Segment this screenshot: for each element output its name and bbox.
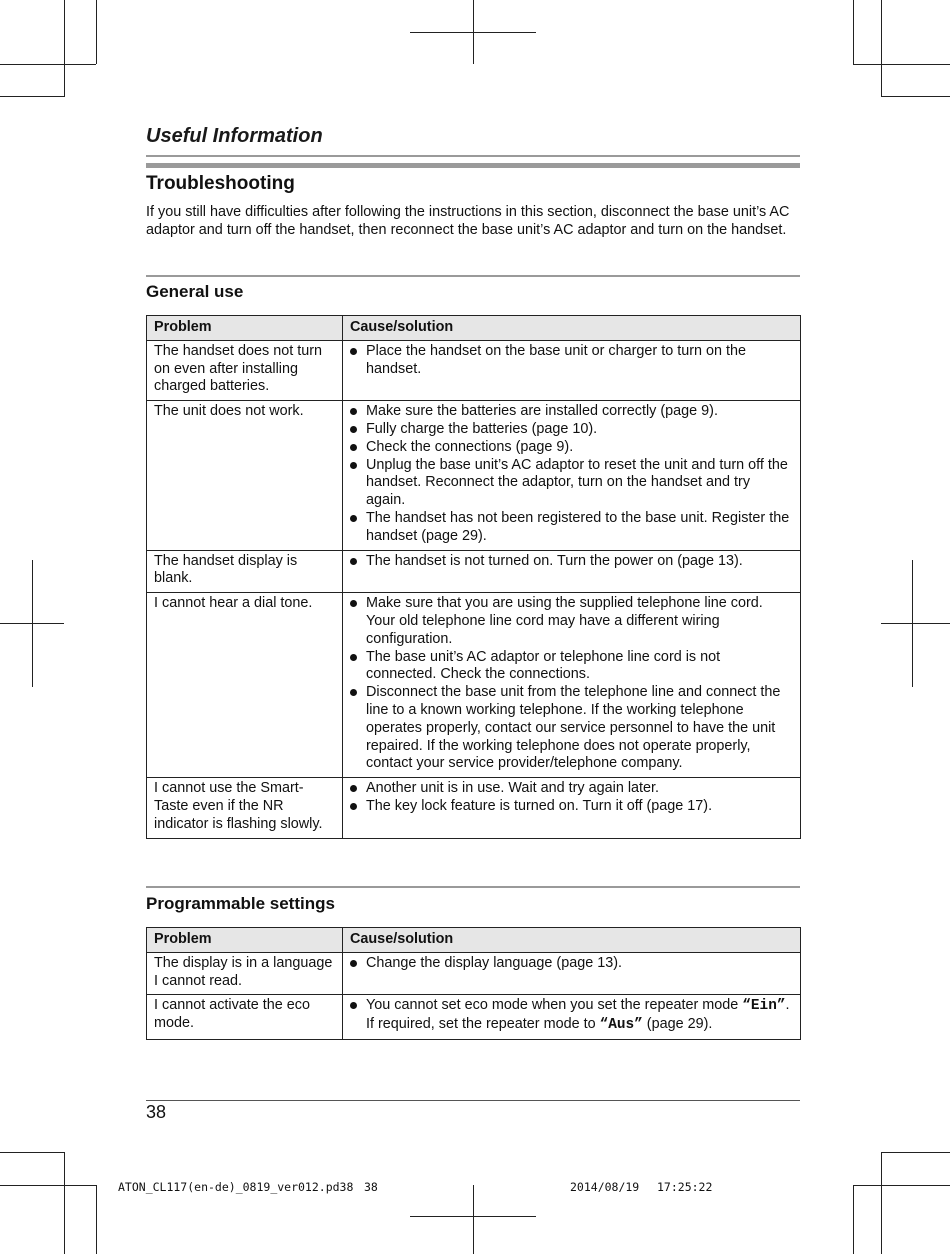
solution-cell — [343, 340, 801, 400]
column-header-cause-solution: Cause/solution — [343, 316, 801, 341]
table-header-row — [147, 928, 801, 953]
solution-item — [350, 997, 793, 1035]
problem-cell: I cannot use the Smart-Taste even if the NR indicator is flashing slowly. — [147, 778, 343, 838]
solution-list — [350, 780, 793, 816]
page-title: Troubleshooting — [146, 173, 295, 194]
problem-cell: The handset display is blank. — [147, 550, 343, 593]
footer-filename: ATON_CL117(en-de)_0819_ver012.pd38 — [118, 1180, 354, 1194]
column-header-problem: Problem — [147, 928, 343, 953]
programmable-settings-rule — [146, 886, 800, 888]
problem-cell: The unit does not work. — [147, 401, 343, 550]
programmable-settings-table — [146, 927, 801, 1040]
section-header: Useful Information — [146, 125, 323, 147]
programmable-settings-heading: Programmable settings — [146, 894, 335, 913]
header-rule — [146, 155, 800, 157]
footer-time: 17:25:22 — [657, 1180, 713, 1194]
solution-list — [350, 343, 793, 379]
footer-page: 38 — [364, 1180, 378, 1194]
solution-cell — [343, 593, 801, 778]
column-header-problem: Problem — [147, 316, 343, 341]
intro-paragraph: If you still have difficulties after following the instructions in this section, disconnect the base unit’s AC adaptor and turn off the handset, then reconnect the base unit’s AC adaptor and turn on the handset. — [146, 204, 790, 238]
solution-cell — [343, 952, 801, 995]
problem-cell: I cannot hear a dial tone. — [147, 593, 343, 778]
general-use-rule — [146, 275, 800, 277]
solution-item: Change the display language (page 13). — [350, 955, 793, 973]
solution-item: Unplug the base unit’s AC adaptor to reset the unit and turn off the handset. Reconnect the adaptor, turn on the handset and try again. — [350, 457, 793, 510]
solution-cell — [343, 401, 801, 550]
solution-list — [350, 403, 793, 545]
solution-text: (page 29). — [642, 1016, 713, 1033]
solution-list — [350, 955, 793, 973]
solution-text: . If required, set the repeater mode to — [366, 997, 790, 1033]
column-header-cause-solution: Cause/solution — [343, 928, 801, 953]
table-row — [147, 778, 801, 838]
solution-text: You cannot set eco mode when you set the repeater mode — [366, 997, 743, 1014]
solution-list — [350, 997, 793, 1035]
solution-item: Place the handset on the base unit or charger to turn on the handset. — [350, 343, 793, 379]
solution-item: Make sure the batteries are installed correctly (page 9). — [350, 403, 793, 421]
table-row — [147, 995, 801, 1040]
solution-cell — [343, 995, 801, 1040]
table-header-row — [147, 316, 801, 341]
footer-date: 2014/08/19 — [570, 1180, 640, 1194]
title-rule — [146, 163, 800, 168]
problem-cell: The handset does not turn on even after installing charged batteries. — [147, 340, 343, 400]
solution-item: Fully charge the batteries (page 10). — [350, 421, 793, 439]
solution-item: The key lock feature is turned on. Turn it off (page 17). — [350, 798, 793, 816]
table-row — [147, 593, 801, 778]
solution-list — [350, 595, 793, 773]
solution-item: Make sure that you are using the supplied telephone line cord. Your old telephone line cord may have a different wiring configuration. — [350, 595, 793, 648]
page-number: 38 — [146, 1102, 167, 1122]
general-use-heading: General use — [146, 282, 244, 301]
solution-item: The handset has not been registered to the base unit. Register the handset (page 29). — [350, 510, 793, 546]
solution-item: The handset is not turned on. Turn the power on (page 13). — [350, 553, 793, 571]
problem-cell: I cannot activate the eco mode. — [147, 995, 343, 1040]
solution-item: Check the connections (page 9). — [350, 439, 793, 457]
solution-item: Another unit is in use. Wait and try again later. — [350, 780, 793, 798]
footer-rule — [146, 1100, 800, 1101]
solution-cell — [343, 550, 801, 593]
repeater-mode-on-label: “Ein” — [742, 998, 786, 1015]
table-row — [147, 340, 801, 400]
repeater-mode-off-label: “Aus” — [599, 1017, 643, 1034]
solution-list — [350, 553, 793, 571]
solution-cell — [343, 778, 801, 838]
solution-item: The base unit’s AC adaptor or telephone line cord is not connected. Check the connections. — [350, 649, 793, 685]
table-row — [147, 550, 801, 593]
table-row — [147, 401, 801, 550]
table-row — [147, 952, 801, 995]
solution-item: Disconnect the base unit from the telephone line and connect the line to a known working telephone. If the working telephone operates properly, contact our service personnel to have the unit repaired. If the working telephone does not operate properly, contact your service provider/telephone company. — [350, 684, 793, 773]
problem-cell: The display is in a language I cannot read. — [147, 952, 343, 995]
general-use-table — [146, 315, 801, 839]
